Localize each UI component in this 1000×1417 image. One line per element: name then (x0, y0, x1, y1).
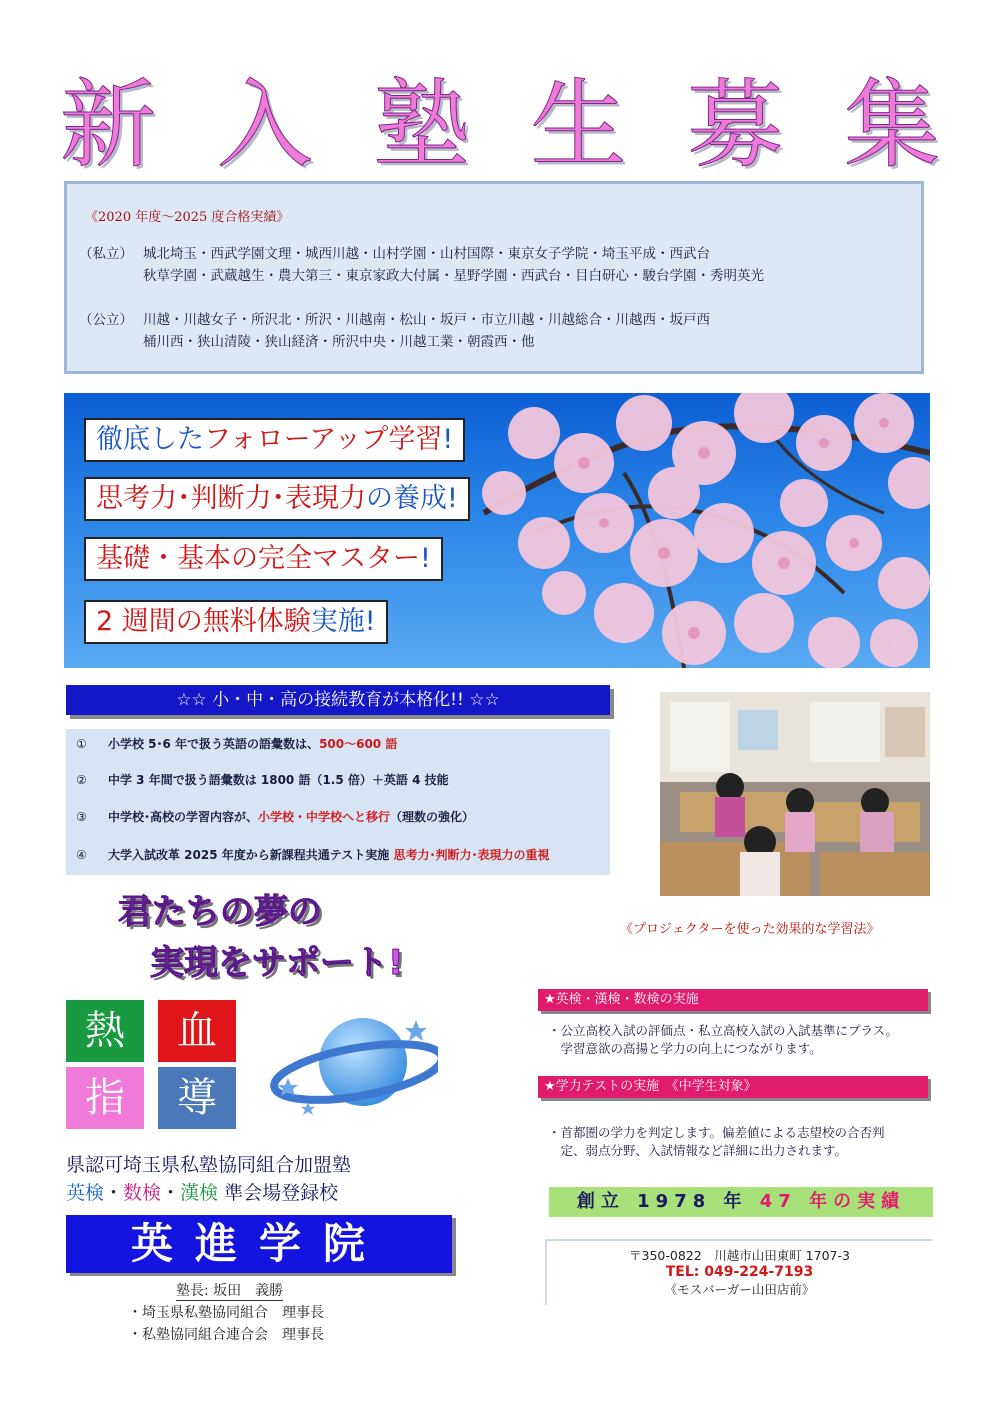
private-line: 城北埼玉・西武学園文理・城西川越・山村学園・山村国際・東京女子学院・埼玉平成・西武台 (143, 246, 710, 262)
title-char: 集 (843, 69, 940, 181)
list-item: ④ 大学入試改革 2025 年度から新課程共通テスト実施 思考力･判断力･表現力の重視 (76, 848, 550, 862)
slogan-followup (84, 418, 465, 462)
list-item: ① 小学校 5･6 年で扱う英語の語彙数は、500～600 語 (76, 737, 398, 751)
photo-caption: 《プロジェクターを使った効果的な学習法》 (620, 922, 880, 937)
slogan-thinking (84, 477, 470, 521)
private-label: （私立） (79, 246, 133, 262)
slogan-text: フォローアップ学習 (204, 424, 443, 455)
phone-number: TEL: 049-224-7193 (665, 1264, 814, 1280)
planet-icon (268, 1010, 438, 1124)
classroom-photo (660, 692, 930, 896)
test-heading: ★学力テストの実施 《中学生対象》 (538, 1076, 928, 1098)
public-line: 川越・川越女子・所沢北・所沢・川越南・松山・坂戸・市立川越・川越総合・川越西・坂戸西 (143, 312, 710, 328)
exam-venue: 英検・数検・漢検 準会場登録校 (66, 1182, 339, 1204)
admission-results-box (64, 181, 924, 374)
exam-heading: ★英検・漢検・数検の実施 (538, 989, 928, 1011)
results-period: 《2020 年度～2025 度合格実績》 (85, 210, 290, 225)
school-name: 英進学院 (66, 1215, 452, 1273)
list-item: ② 中学 3 年間で扱う語彙数は 1800 語（1.5 倍）＋英語 4 技能 (76, 773, 449, 787)
dream-line-1: 君たちの夢の (118, 892, 322, 932)
passion-block: 指 (66, 1067, 144, 1129)
title-char: 入 (216, 69, 313, 181)
address-note: 《モスバーガー山田店前》 (664, 1282, 815, 1297)
page-title (60, 70, 940, 180)
dream-line-2: 実現をサポート! (150, 943, 404, 983)
address-box (545, 1239, 932, 1305)
private-line: 秋草学園・武蔵越生・農大第三・東京家政大付属・星野学園・西武台・目白研心・駿台学園・秀明英光 (143, 268, 764, 284)
list-item: ③ 中学校･高校の学習内容が、小学校・中学校へと移行（理数の強化） (76, 810, 475, 824)
slogan-free-trial (84, 600, 388, 644)
connection-heading: ☆☆ 小・中・高の接続教育が本格化!! ☆☆ (66, 685, 610, 715)
slogan-text: 徹底した (96, 424, 204, 455)
role: ・私塾協同組合連合会 理事長 (128, 1327, 324, 1343)
public-label: （公立） (79, 312, 133, 328)
title-char: 生 (530, 69, 627, 181)
address-line: 〒350-0822 川越市山田東町 1707-3 (629, 1248, 850, 1263)
title-char: 募 (687, 69, 784, 181)
founded-badge: 創立 1978 年 47 年の実績 (549, 1187, 933, 1217)
slogan-text: の養成! (366, 483, 458, 514)
title-char: 塾 (373, 69, 470, 181)
slogan-text: 実施! (310, 606, 376, 637)
slogan-text: 2 週間の無料体験 (96, 606, 311, 637)
role: ・埼玉県私塾協同組合 理事長 (128, 1305, 324, 1321)
passion-block: 血 (158, 1000, 236, 1062)
cherry-blossom-banner (64, 393, 930, 668)
slogan-text: 思考力･判断力･表現力 (96, 483, 366, 514)
slogan-text: 基礎・基本の完全マスター (96, 543, 420, 574)
passion-block: 熱 (66, 1000, 144, 1062)
exam-text: ・公立高校入試の評価点・私立高校入試の入試基準にプラス。 学習意欲の高揚と学力の向上につながります。 (548, 1023, 899, 1056)
slogan-basics (84, 537, 443, 581)
passion-block: 導 (158, 1067, 236, 1129)
title-char: 新 (60, 69, 156, 181)
test-text: ・首都圏の学力を判定します。偏差値による志望校の合否判 定、弱点分野、入試情報など詳細に出力されます。 (548, 1125, 885, 1158)
slogan-text: ! (420, 543, 431, 574)
org-membership: 県認可埼玉県私塾協同組合加盟塾 (66, 1154, 352, 1176)
connection-list (66, 729, 610, 875)
principal: 塾長: 坂田 義勝 (176, 1280, 283, 1301)
public-line: 桶川西・狭山清陵・狭山経済・所沢中央・川越工業・朝霞西・他 (143, 334, 535, 350)
slogan-text: ! (442, 424, 454, 455)
